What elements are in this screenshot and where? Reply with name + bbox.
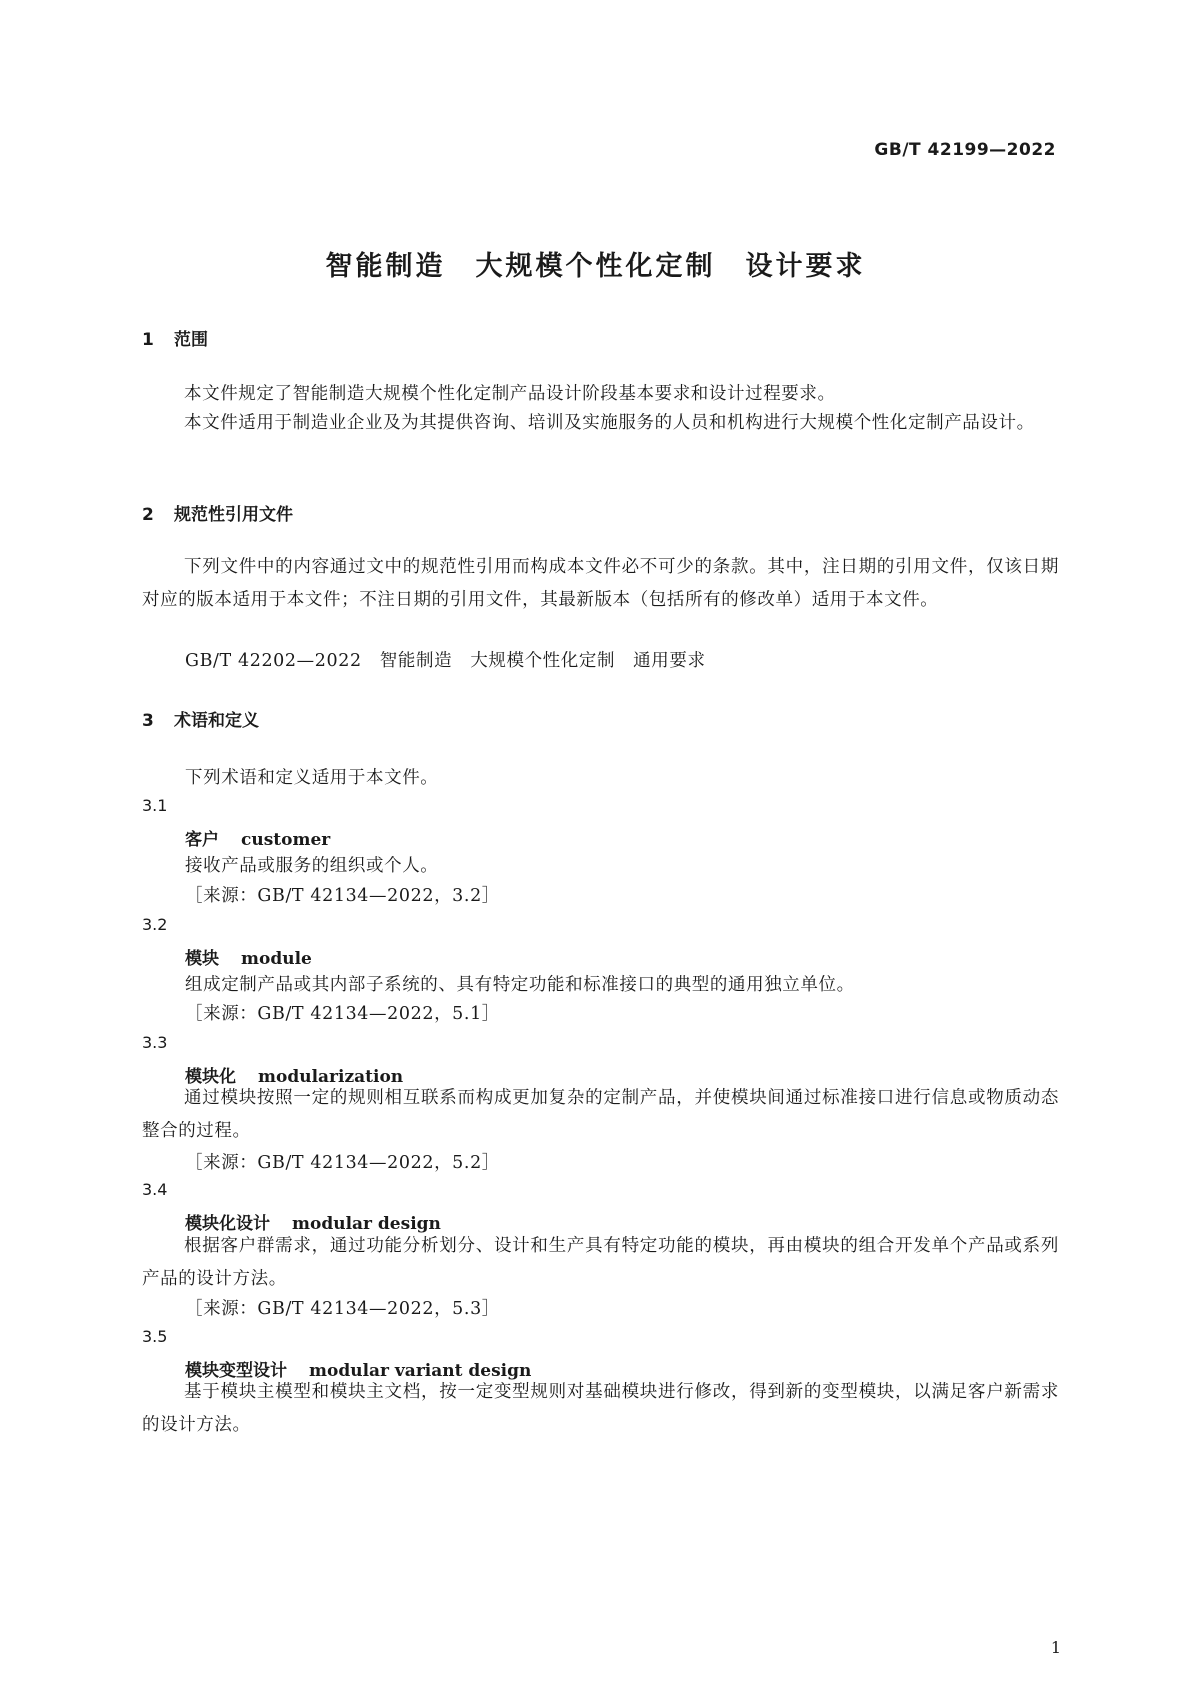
document-title: 智能制造 大规模个性化定制 设计要求 <box>325 251 866 282</box>
term-source: ［来源：GB/T 42134—2022，5.1］ <box>185 1004 500 1024</box>
term-number: 3.4 <box>142 1180 168 1199</box>
page-number: 1 <box>1050 1638 1061 1657</box>
term-number: 3.5 <box>142 1327 168 1346</box>
standard-number: GB/T 42199—2022 <box>874 140 1056 160</box>
section-number: 2 <box>142 505 154 525</box>
paragraph: 下列文件中的内容通过文中的规范性引用而构成本文件必不可少的条款。其中，注日期的引用文件，仅该日期对应的版本适用于本文件；不注日期的引用文件，其最新版本（包括所有的修改单）适用于本文件。 <box>142 557 1059 610</box>
section-title: 规范性引用文件 <box>174 505 293 525</box>
term-title <box>185 825 330 850</box>
paragraph: 本文件适用于制造业企业及为其提供咨询、培训及实施服务的人员和机构进行大规模个性化定制产品设计。 <box>184 413 1035 433</box>
section-title: 范围 <box>174 330 208 350</box>
term-en: modular design <box>292 1214 441 1234</box>
term-source: ［来源：GB/T 42134—2022，5.2］ <box>185 1153 500 1173</box>
term-zh: 客户 <box>185 830 219 850</box>
term-en: modular variant design <box>309 1361 532 1381</box>
term-source: ［来源：GB/T 42134—2022，5.3］ <box>185 1299 500 1319</box>
section-heading-2 <box>142 500 293 525</box>
term-definition: 通过模块按照一定的规则相互联系而构成更加复杂的定制产品，并使模块间通过标准接口进行信息或物质动态整合的过程。 <box>142 1088 1059 1141</box>
term-number: 3.1 <box>142 796 168 815</box>
section-heading-1 <box>142 325 208 350</box>
term-zh: 模块 <box>185 949 219 969</box>
paragraph: 下列术语和定义适用于本文件。 <box>185 768 439 788</box>
section-number: 1 <box>142 330 154 350</box>
term-definition: 组成定制产品或其内部子系统的、具有特定功能和标准接口的典型的通用独立单位。 <box>185 975 855 995</box>
term-zh: 模块化 <box>185 1067 236 1087</box>
term-title <box>185 944 312 969</box>
term-zh: 模块变型设计 <box>185 1361 287 1381</box>
term-en: customer <box>241 830 331 850</box>
term-definition: 根据客户群需求，通过功能分析划分、设计和生产具有特定功能的模块，再由模块的组合开发单个产品或系列产品的设计方法。 <box>142 1236 1059 1289</box>
paragraph: 本文件规定了智能制造大规模个性化定制产品设计阶段基本要求和设计过程要求。 <box>184 384 836 404</box>
term-source: ［来源：GB/T 42134—2022，3.2］ <box>185 886 500 906</box>
term-definition: 基于模块主模型和模块主文档，按一定变型规则对基础模块进行修改，得到新的变型模块，以满足客户新需求的设计方法。 <box>142 1382 1059 1435</box>
term-definition: 接收产品或服务的组织或个人。 <box>185 856 439 876</box>
term-number: 3.3 <box>142 1033 168 1052</box>
reference-document: GB/T 42202—2022 智能制造 大规模个性化定制 通用要求 <box>185 651 706 671</box>
section-number: 3 <box>142 711 154 731</box>
term-zh: 模块化设计 <box>185 1214 270 1234</box>
term-en: modularization <box>258 1067 404 1087</box>
term-en: module <box>241 949 312 969</box>
section-title: 术语和定义 <box>174 711 259 731</box>
term-number: 3.2 <box>142 915 168 934</box>
section-heading-3 <box>142 706 259 731</box>
